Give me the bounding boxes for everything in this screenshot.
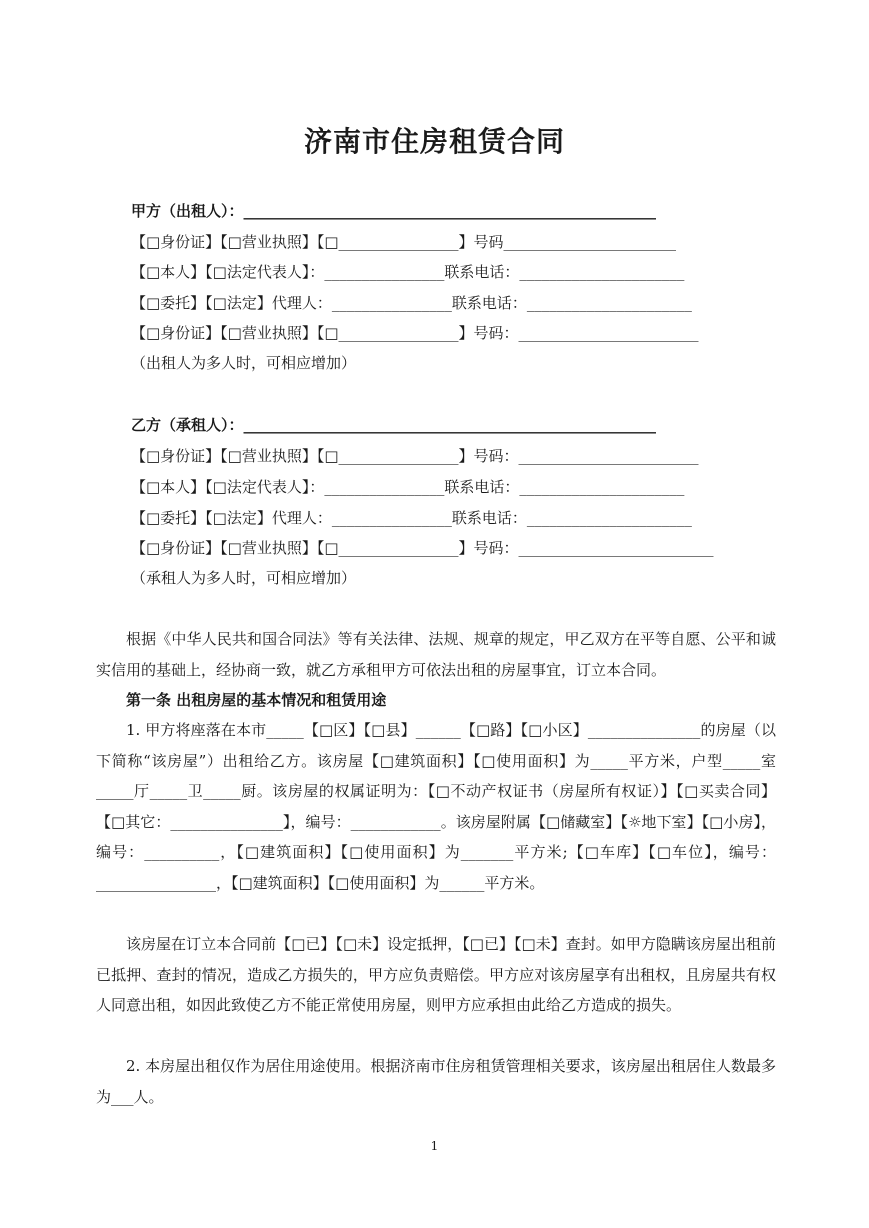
lessee-line-agent-id: 【□身份证】【□营业执照】【□________________】号码：__________________________ — [131, 539, 714, 557]
lessor-line-id: 【□身份证】【□营业执照】【□________________】号码_______________________ — [131, 233, 677, 251]
lessee-heading: 乙方（承租人）：_______________________________________________________ — [131, 416, 657, 434]
lessor-line-agent-id: 【□身份证】【□营业执照】【□________________】号码：________________________ — [131, 324, 699, 342]
lessee-line-id: 【□身份证】【□营业执照】【□________________】号码：________________________ — [131, 447, 699, 465]
lessor-line-self: 【□本人】【□法定代表人】：________________联系电话：______________________ — [131, 263, 685, 281]
lessee-note: （承租人为多人时，可相应增加） — [131, 569, 357, 587]
lessee-line-self: 【□本人】【□法定代表人】：________________联系电话：______________________ — [131, 478, 685, 496]
lessor-line-agent: 【□委托】【□法定】代理人：________________联系电话：______________________ — [131, 294, 692, 312]
clause-1-paragraph: 1. 甲方将座落在本市_____【□区】【□县】______【□路】【□小区】_______________的房屋（以下简称“该房屋”）出租给乙方。该房屋【□建筑面积】【□使用面积】为_____平方米，户型_____室_____厅_____卫_____厨。该房屋的权属证明为：【□不动产权证书（房屋所有权证）】【□买卖合同】【□其它：_______________】，编号：____________。该房屋附属【□储藏室】【☼地下室】【□小房】，编号：__________，【□建筑面积】【□使用面积】为_______平方米;【□车库】【□车位】，编号：________________，【□建筑面积】【□使用面积】为______平方米。 — [96, 721, 776, 892]
preamble-paragraph: 根据《中华人民共和国合同法》等有关法律、法规、规章的规定，甲乙双方在平等自愿、公平和诚实信用的基础上，经协商一致，就乙方承租甲方可依法出租的房屋事宜，订立本合同。 — [96, 630, 776, 679]
lessor-heading: 甲方（出租人）：_______________________________________________________ — [131, 202, 657, 220]
lessor-note: （出租人为多人时，可相应增加） — [131, 354, 357, 372]
page-title: 济南市住房租赁合同 — [303, 125, 565, 158]
clause-1-mortgage-paragraph: 该房屋在订立本合同前【□已】【□未】设定抵押，【□已】【□未】查封。如甲方隐瞒该房屋出租前已抵押、查封的情况，造成乙方损失的，甲方应负责赔偿。甲方应对该房屋享有出租权，且房屋共有权人同意出租，如因此致使乙方不能正常使用房屋，则甲方应承担由此给乙方造成的损失。 — [96, 935, 776, 1014]
article-1-heading: 第一条 出租房屋的基本情况和租赁用途 — [126, 691, 387, 709]
page-number: 1 — [430, 1139, 439, 1153]
clause-2-paragraph: 2. 本房屋出租仅作为居住用途使用。根据济南市住房租赁管理相关要求，该房屋出租居住人数最多为___人。 — [96, 1057, 776, 1106]
lessee-line-agent: 【□委托】【□法定】代理人：________________联系电话：______________________ — [131, 509, 692, 527]
